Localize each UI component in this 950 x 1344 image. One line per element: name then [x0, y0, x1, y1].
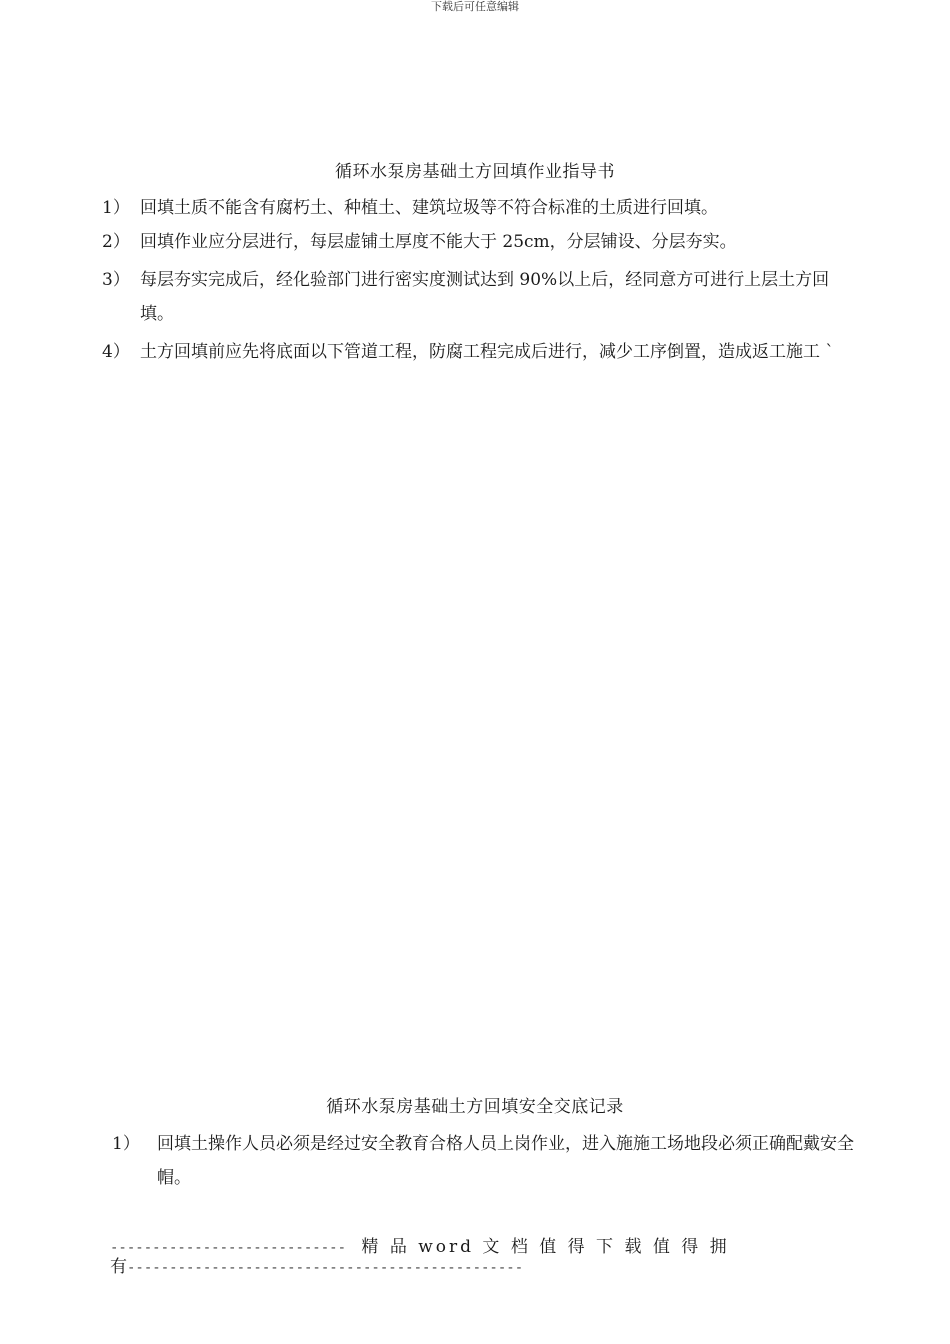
item-text: 回填土质不能含有腐朽土、种植土、建筑垃圾等不符合标准的土质进行回填。: [140, 198, 718, 218]
footer-line-2: [110, 1256, 860, 1279]
item-number: 1）: [102, 198, 130, 218]
footer-text: 精 品 word 文 档 值 得 下 载 值 得 拥: [361, 1237, 730, 1257]
item-number: 1）: [112, 1134, 140, 1154]
footer-char: 有: [110, 1257, 127, 1277]
list-item: [102, 229, 862, 255]
list-item: [102, 195, 862, 221]
item-text: 每层夯实完成后，经化验部门进行密实度测试达到 90%以上后，经同意方可进行上层土方回填。: [140, 270, 830, 324]
item-number: 3）: [102, 270, 130, 290]
section2-title: 循环水泵房基础土方回填安全交底记录: [326, 1097, 624, 1117]
list-item: [102, 335, 862, 403]
header-note: 下载后可任意编辑: [431, 0, 519, 13]
section1-title: 循环水泵房基础土方回填作业指导书: [335, 162, 615, 182]
item-text: 回填作业应分层进行，每层虚铺土厚度不能大于 25cm，分层铺设、分层夯实。: [140, 232, 737, 252]
item-number: 2）: [102, 232, 130, 252]
footer-dashes-left: ----------------------------: [110, 1240, 347, 1256]
list-item: [102, 263, 862, 331]
item-number: 4）: [102, 342, 130, 362]
item-text: 土方回填前应先将底面以下管道工程，防腐工程完成后进行，减少工序倒置，造成返工施工 `: [140, 342, 834, 362]
item-text: 回填土操作人员必须是经过安全教育合格人员上岗作业，进入施施工场地段必须正确配戴安全帽。: [157, 1134, 854, 1188]
footer-dashes-right: -----------------------------------------------: [127, 1260, 524, 1276]
list-item: [112, 1127, 862, 1195]
